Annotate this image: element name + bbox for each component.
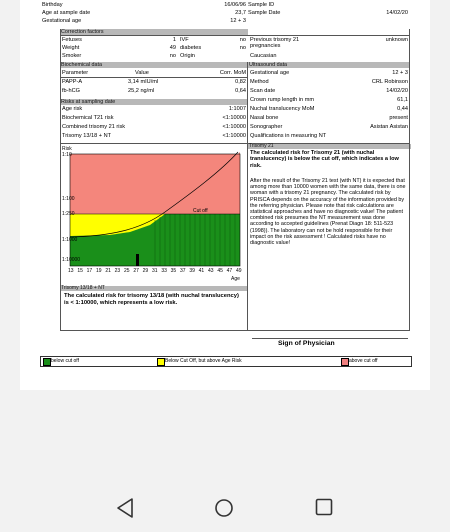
x-tick-label: 23 [114,268,121,274]
us-label: Gestational age [250,70,290,76]
prev-trisomy-value: unknown [385,37,408,43]
sign-of-physician: Sign of Physician [278,340,335,347]
x-tick-label: 47 [226,268,233,274]
us-label: Nasal bone [250,115,279,121]
biochem-param: fb-hCG [62,88,81,94]
gest-age-label: Gestational age [42,18,82,24]
risk-label: Age risk [62,106,83,112]
us-value: 12 + 3 [392,70,408,76]
x-tick-label: 15 [77,268,83,274]
weight-value: 49 [169,45,176,51]
smoker-value: no [169,53,176,59]
us-value: 61,1 [397,97,408,103]
sample-date-label: Sample Date [248,10,281,16]
sample-date-value: 14/02/20 [386,10,408,16]
cutoff-label: Cut off [193,208,208,214]
legend-yellow-swatch [157,358,165,366]
us-value: CRL Robinson [371,79,408,85]
origin-value: Caucasian [250,53,277,59]
divider [60,35,410,36]
us-value: Asistan Asistan [370,124,408,130]
us-label: Scan date [250,88,276,94]
x-tick-label: 17 [86,268,93,274]
age-label: Age at sample date [42,10,91,16]
risks-header: Risks at sampling date [60,99,248,105]
divider [60,330,410,331]
x-axis-ticks [70,268,242,275]
navigation-bar [0,482,450,532]
us-label: Sonographer [250,124,283,130]
risk-value: <1:10000 [222,115,246,121]
risk-axis-title: Risk [62,146,72,152]
x-tick-label: 29 [142,268,149,274]
trisomy1318-summary: The calculated risk for trisomy 13/18 (with nuchal translucency) is < 1:10000, which represents a low risk. [64,293,239,306]
prev-trisomy-label-2: pregnancies [250,43,281,49]
risk-value: <1:10000 [222,133,246,139]
biochem-param: PAPP-A [62,79,83,85]
diabetes-value: no [239,45,246,51]
us-label: Qualifications in measuring NT [250,133,327,139]
x-tick-label: 13 [68,268,74,274]
col-corr-mom: Corr. MoM [219,70,246,76]
weight-label: Weight [62,45,80,51]
risk-label: Combined trisomy 21 risk [62,124,126,130]
smoker-label: Smoker [62,53,82,59]
x-tick-label: 39 [189,268,195,274]
correction-factors-header: Correction factors [60,29,248,35]
gest-age-value: 12 + 3 [230,18,246,24]
legend-red-swatch [341,358,349,366]
legend-green-label: below cut off [51,358,79,364]
legend-green-swatch [43,358,51,366]
biochem-value: 25,2 ng/ml [128,88,155,94]
prev-trisomy-label: Previous trisomy 21 [250,37,300,43]
risk-value: 1:1007 [228,106,246,112]
legend-yellow-label: Below Cut Off, but above Age Risk [165,358,242,364]
ivf-label: IVF [180,37,189,43]
fetuses-value: 1 [172,37,176,43]
divider [247,144,248,330]
us-label: Method [250,79,269,85]
biochemical-header: Biochemical data [60,62,248,68]
x-tick-label: 19 [96,268,102,274]
divider [60,29,61,331]
x-tick-label: 41 [198,268,205,274]
trisomy21-summary: The calculated risk for Trisomy 21 (with nuchal translucency) is below the cut off, which indicates a low risk. [250,150,399,169]
x-tick-label: 27 [133,268,139,274]
trisomy21-header: Trisomy 21 [248,144,411,149]
trisomy1318-header: Trisomy 13/18 + NT [60,286,247,291]
divider [247,62,248,144]
ultrasound-header: Ultrasound data [248,62,409,68]
x-tick-label: 37 [180,268,186,274]
back-icon[interactable] [116,498,134,518]
x-tick-label: 31 [152,268,158,274]
legend [40,356,412,367]
x-tick-label: 25 [124,268,130,274]
risk-value: <1:10000 [222,124,246,130]
x-tick-label: 43 [208,268,214,274]
us-value: 14/02/20 [386,88,408,94]
x-axis-title: Age [231,276,240,282]
y-tick-1-1000: 1:1000 [62,237,78,243]
biochem-corr: 0,82 [235,79,246,85]
risk-label: Biochemical T21 risk [62,115,114,121]
x-tick-label: 33 [161,268,167,274]
birthday-label: Birthday [42,2,63,8]
report-page [20,0,430,390]
sample-id-label: Sample ID [248,2,275,8]
biochem-value: 3,14 mIU/ml [128,79,159,85]
y-tick-1-10: 1:10 [62,152,72,158]
divider [60,77,247,78]
y-tick-1-250: 1:250 [62,211,75,217]
x-tick-label: 45 [217,268,223,274]
ivf-value: no [239,37,246,43]
signature-line [252,338,408,339]
diabetes-label: diabetes [180,45,202,51]
us-value: 0,44 [397,106,408,112]
risk-label: Trisomy 13/18 + NT [62,133,112,139]
divider [409,29,410,331]
y-tick-1-10000: 1:10000 [62,257,81,263]
fetuses-label: Fetuses [62,37,82,43]
origin-label: Origin [180,53,195,59]
col-parameter: Parameter [62,70,89,76]
trisomy21-details: After the result of the Trisomy 21 test (with NT) it is expected that among more than 10000 women with the same data, there is one woman with a trisomy 21 pregnancy. The calculated risk by PRISCA depends on the accuracy of the information provided by the referring physician. Please note that risk calculations are statistical approaches and have no diagnostic value! The patient combined risk presumes the NT measurement was done according to accepted guidelines (Prenat Diagn 18: 511-523 (1998)). The laboratory can not be hold responsible for their impact on the risk assessment ! Calculated risks have no diagnostic value! [250,178,406,247]
us-value: present [389,115,408,121]
y-tick-1-100: 1:100 [62,196,75,202]
us-label: Nuchal translucency MoM [250,106,315,112]
x-tick-label: 21 [105,268,111,274]
x-tick-label: 49 [236,268,242,274]
biochem-corr: 0,64 [235,88,246,94]
birthday-value: 16/06/96 [224,2,246,8]
age-value: 23,7 [235,10,246,16]
col-value: Value [135,70,149,76]
us-label: Crown rump length in mm [250,97,315,103]
legend-red-label: above cut off [349,358,378,364]
home-icon[interactable] [214,498,234,518]
recent-apps-icon[interactable] [315,498,333,516]
patient-marker [136,254,139,266]
x-tick-label: 35 [170,268,177,274]
